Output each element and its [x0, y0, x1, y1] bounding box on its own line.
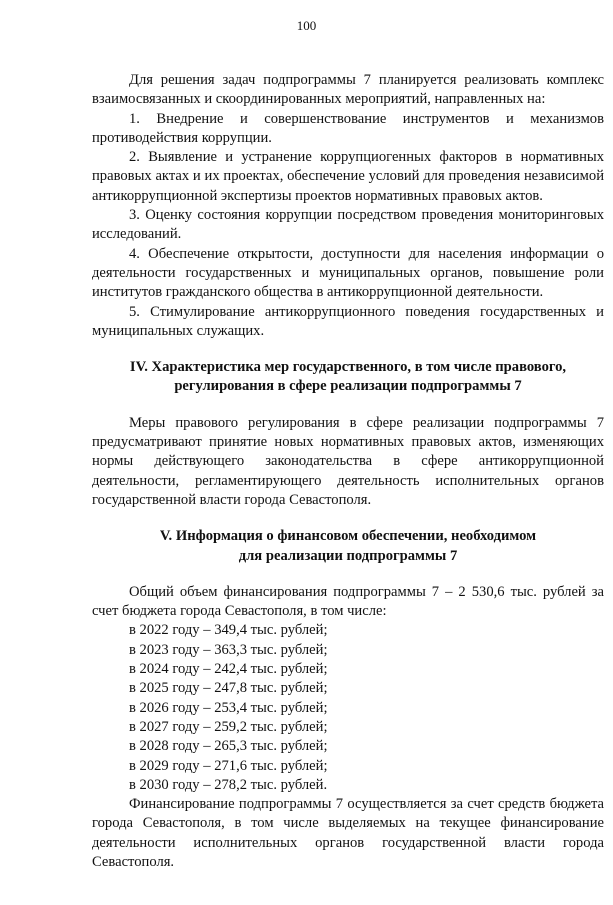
- funding-year-item: в 2025 году – 247,8 тыс. рублей;: [129, 680, 328, 697]
- section-4-heading-line-2: регулирования в сфере реализации подпрограммы 7: [174, 378, 522, 395]
- funding-by-year-list: [92, 621, 604, 795]
- section-4-heading-line-1: IV. Характеристика мер государственного, в том числе правового,: [129, 359, 567, 376]
- funding-year-item: в 2029 году – 271,6 тыс. рублей;: [129, 757, 328, 774]
- funding-year-item: в 2027 году – 259,2 тыс. рублей;: [129, 718, 328, 735]
- funding-year-item: в 2026 году – 253,4 тыс. рублей;: [129, 699, 328, 716]
- measure-item-5: 5. Стимулирование антикоррупционного поведения государственных и муниципальных служащих.: [92, 303, 604, 339]
- intro-paragraph: Для решения задач подпрограммы 7 планируется реализовать комплекс взаимосвязанных и скоординированных мероприятий, направленных на:: [92, 72, 604, 108]
- document-body: [92, 71, 604, 872]
- funding-year-item: в 2022 году – 349,4 тыс. рублей;: [129, 622, 328, 639]
- section-5-heading-line-1: V. Информация о финансовом обеспечении, необходимом: [159, 528, 537, 545]
- section-5-closing-paragraph: Финансирование подпрограммы 7 осуществляется за счет средств бюджета города Севастополя, в том числе выделяемых на текущее финансирование деятельности исполнительных органов государственной власти города Севастополя.: [92, 796, 604, 870]
- section-5-total-paragraph: Общий объем финансирования подпрограммы 7 – 2 530,6 тыс. рублей за счет бюджета города Севастополя, в том числе:: [92, 583, 604, 620]
- measure-item-1: 1. Внедрение и совершенствование инструментов и механизмов противодействия коррупции.: [92, 110, 604, 146]
- measure-item-2: 2. Выявление и устранение коррупциогенных факторов в нормативных правовых актах и их проектах, обеспечение условий для проведения независимой антикоррупционной экспертизы проектов нормативных правовых актов.: [92, 149, 604, 204]
- section-4-paragraph: Меры правового регулирования в сфере реализации подпрограммы 7 предусматривают принятие новых нормативных правовых актов, изменяющих нормы действующего законодательства в сфере антикоррупционной деятельности, регламентирующего деятельность исполнительных органов государственной власти города Севастополя.: [92, 414, 604, 508]
- page-number: 100: [296, 18, 317, 33]
- section-4-heading: [92, 358, 604, 397]
- funding-year-item: в 2024 году – 242,4 тыс. рублей;: [129, 661, 328, 678]
- measure-item-3: 3. Оценку состояния коррупции посредством проведения мониторинговых исследований.: [92, 207, 604, 243]
- measure-item-4: 4. Обеспечение открытости, доступности для населения информации о деятельности государственных и муниципальных органов, повышение роли институтов гражданского общества в антикоррупционной деятельности.: [92, 245, 604, 301]
- funding-year-item: в 2028 году – 265,3 тыс. рублей;: [129, 738, 328, 755]
- funding-year-item: в 2023 году – 363,3 тыс. рублей;: [129, 641, 328, 658]
- section-5-heading: [92, 527, 604, 566]
- section-5-heading-line-2: для реализации подпрограммы 7: [238, 547, 458, 564]
- funding-year-item: в 2030 году – 278,2 тыс. рублей.: [129, 776, 328, 793]
